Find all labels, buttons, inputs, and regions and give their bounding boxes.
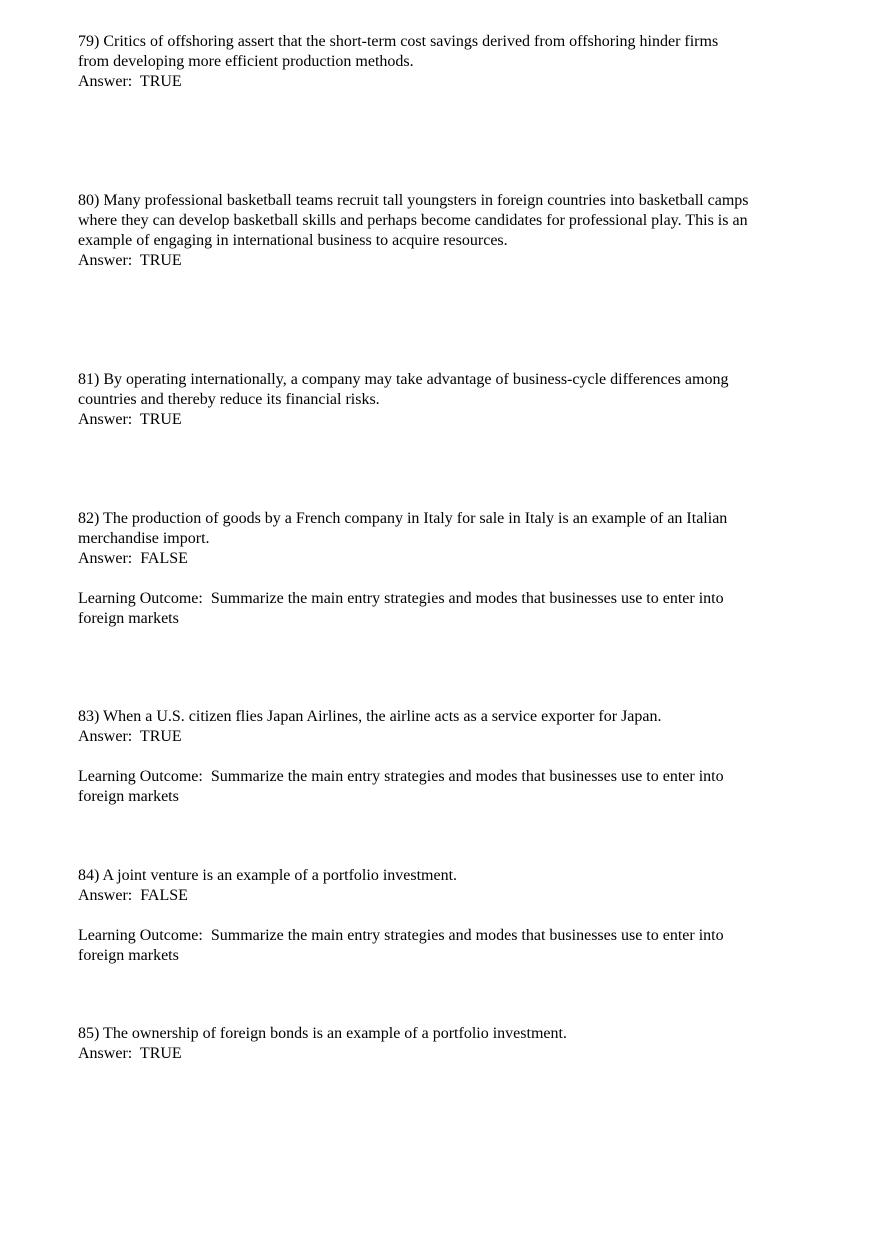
blank-line <box>78 569 818 589</box>
question-83 <box>78 707 818 807</box>
learning-outcome-line: Learning Outcome: Summarize the main entry strategies and modes that businesses use to enter into <box>78 768 724 785</box>
question-text-line: 82) The production of goods by a French company in Italy for sale in Italy is an example of an Italian <box>78 510 728 527</box>
question-text-line: 85) The ownership of foreign bonds is an example of a portfolio investment. <box>78 1025 567 1042</box>
learning-outcome-line: foreign markets <box>78 947 179 964</box>
answer-text: Answer: TRUE <box>78 728 182 745</box>
blank-line <box>78 906 818 926</box>
answer-text: Answer: TRUE <box>78 1045 182 1062</box>
answer-text: Answer: TRUE <box>78 252 182 269</box>
question-text-line: 80) Many professional basketball teams recruit tall youngsters in foreign countries into basketball camps <box>78 192 749 209</box>
question-80 <box>78 191 818 271</box>
question-text-line: countries and thereby reduce its financial risks. <box>78 391 380 408</box>
question-text-line: 79) Critics of offshoring assert that the short-term cost savings derived from offshoring hinder firms <box>78 33 719 50</box>
question-82 <box>78 509 818 629</box>
question-84 <box>78 866 818 966</box>
question-text-line: from developing more efficient production methods. <box>78 53 414 70</box>
question-text-line: where they can develop basketball skills and perhaps become candidates for professional play. This is an <box>78 212 748 229</box>
answer-text: Answer: FALSE <box>78 887 188 904</box>
learning-outcome-line: Learning Outcome: Summarize the main entry strategies and modes that businesses use to enter into <box>78 590 724 607</box>
answer-text: Answer: TRUE <box>78 73 182 90</box>
question-text-line: merchandise import. <box>78 530 210 547</box>
question-85 <box>78 1024 818 1064</box>
learning-outcome-line: foreign markets <box>78 788 179 805</box>
question-81 <box>78 370 818 430</box>
question-text-line: 83) When a U.S. citizen flies Japan Airlines, the airline acts as a service exporter for Japan. <box>78 708 662 725</box>
question-text-line: example of engaging in international business to acquire resources. <box>78 232 508 249</box>
question-text-line: 81) By operating internationally, a company may take advantage of business-cycle differences among <box>78 371 729 388</box>
answer-text: Answer: TRUE <box>78 411 182 428</box>
learning-outcome-line: foreign markets <box>78 610 179 627</box>
question-text-line: 84) A joint venture is an example of a portfolio investment. <box>78 867 458 884</box>
learning-outcome-line: Learning Outcome: Summarize the main entry strategies and modes that businesses use to enter into <box>78 927 724 944</box>
answer-text: Answer: FALSE <box>78 550 188 567</box>
question-79 <box>78 32 818 92</box>
blank-line <box>78 747 818 767</box>
